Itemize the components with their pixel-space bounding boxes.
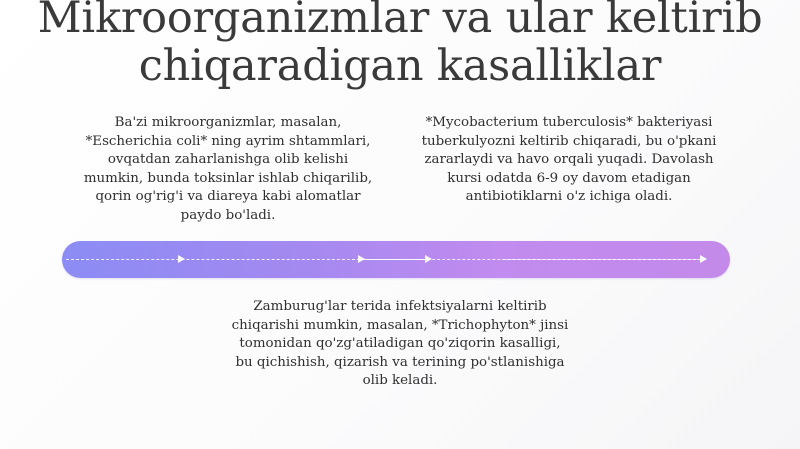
arrow-right-icon <box>358 255 365 263</box>
arrow-right-icon <box>178 255 185 263</box>
arrow-right-icon <box>700 255 707 263</box>
timeline-item-text: *Mycobacterium tuberculosis* bakteriyasi tuberkulyozni keltirib chiqaradi, bu o'pkani zararlaydi va havo orqali yuqadi. Davolash kursi odatda 6-9 oy davom etadigan antibiotiklarni o'z ichiga oladi. <box>421 115 717 204</box>
timeline-segment <box>502 259 702 260</box>
arrow-right-icon <box>425 255 432 263</box>
slide-title: Mikroorganizmlar va ular keltirib chiqaradigan kasalliklar <box>37 0 763 91</box>
timeline-item-text: Zamburug'lar terida infektsiyalarni keltirib chiqarishi mumkin, masalan, *Trichophyton* jinsi tomonidan qo'zg'atiladigan qo'ziqorin kasalligi, bu qichishish, qizarish va terining po'stlanishiga olib keladi. <box>231 299 569 388</box>
timeline-item-text: Ba'zi mikroorganizmlar, masalan, *Escherichia coli* ning ayrim shtammlari, ovqatdan zaharlanishga olib kelishi mumkin, bunda toksinlar ishlab chiqarilib, qorin og'rig'i va diareya kabi alomatlar paydo bo'ladi. <box>83 115 373 223</box>
timeline-bar <box>62 241 730 278</box>
timeline-segment <box>362 259 426 260</box>
